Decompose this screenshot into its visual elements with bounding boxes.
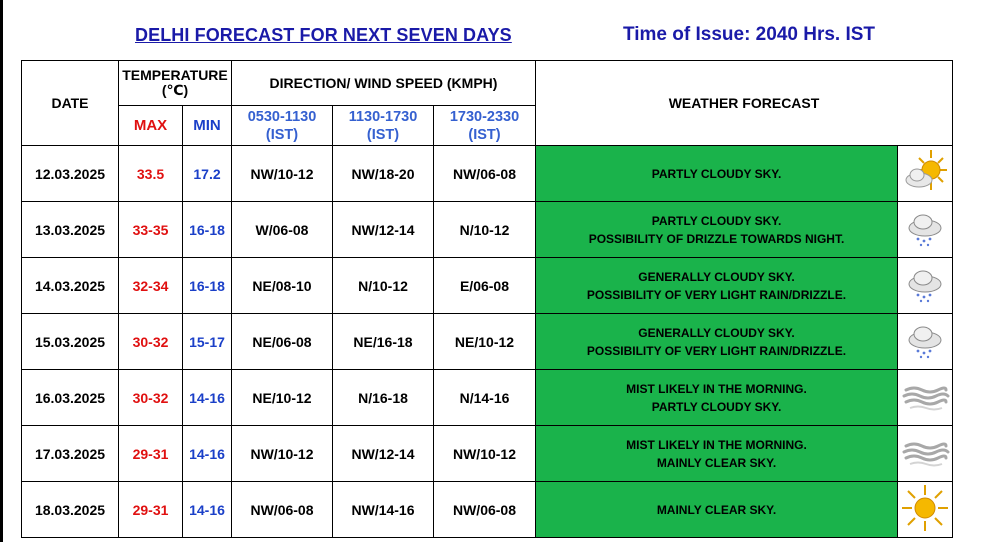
forecast-line-2: POSSIBILITY OF VERY LIGHT RAIN/DRIZZLE. [586,287,847,302]
wind-slot-2-cell: N/16-18 [333,370,434,426]
drizzle-cloud-icon [898,316,952,367]
wind-slot-1-cell: NE/10-12 [232,370,333,426]
weather-icon-cell [898,146,953,202]
weather-icon-cell [898,370,953,426]
forecast-cell [536,202,898,258]
drizzle-cloud-icon [898,204,952,255]
wind-slot-1-cell: NE/08-10 [232,258,333,314]
wind-slot-2-cell: NE/16-18 [333,314,434,370]
table-row [22,146,953,202]
wind-slot-2-cell: NW/18-20 [333,146,434,202]
max-temp-cell: 32-34 [119,258,183,314]
min-temp-cell: 16-18 [183,202,232,258]
forecast-line-1: PARTLY CLOUDY SKY. [651,213,782,228]
table-row [22,258,953,314]
wind-slot-1-cell: W/06-08 [232,202,333,258]
max-temp-cell: 30-32 [119,370,183,426]
temperature-header [119,61,232,106]
wind-slot-2-cell: NW/12-14 [333,426,434,482]
wind-slot-3-cell: NE/10-12 [434,314,536,370]
date-cell: 13.03.2025 [22,202,119,258]
time-slot-1-header: 0530-1130 (IST) [232,106,333,146]
wind-slot-3-cell: E/06-08 [434,258,536,314]
forecast-line-1: GENERALLY CLOUDY SKY. [638,269,795,284]
forecast-cell [536,146,898,202]
weather-icon-cell [898,426,953,482]
wind-slot-2-cell: N/10-12 [333,258,434,314]
forecast-cell [536,426,898,482]
table-row [22,202,953,258]
wind-slot-1-cell: NE/06-08 [232,314,333,370]
drizzle-cloud-icon [898,260,952,311]
wind-header: DIRECTION/ WIND SPEED (KMPH) [232,61,536,106]
wind-slot-2-cell: NW/14-16 [333,482,434,538]
sun-icon [898,483,952,536]
min-temp-cell: 16-18 [183,258,232,314]
table-row [22,482,953,538]
forecast-line-2: POSSIBILITY OF DRIZZLE TOWARDS NIGHT. [588,231,845,246]
temperature-label: TEMPERATURE [122,67,228,83]
wind-slot-1-cell: NW/10-12 [232,146,333,202]
page-title: DELHI FORECAST FOR NEXT SEVEN DAYS [135,25,512,45]
forecast-cell [536,482,898,538]
max-temp-cell: 29-31 [119,482,183,538]
forecast-line-1: MIST LIKELY IN THE MORNING. [626,381,807,396]
wind-slot-3-cell: N/14-16 [434,370,536,426]
forecast-cell [536,370,898,426]
date-cell: 16.03.2025 [22,370,119,426]
weather-icon-cell [898,202,953,258]
date-cell: 17.03.2025 [22,426,119,482]
wind-slot-3-cell: NW/06-08 [434,146,536,202]
left-border [0,0,3,542]
table-row [22,426,953,482]
forecast-table [21,60,953,538]
wind-slot-3-cell: N/10-12 [434,202,536,258]
min-temp-cell: 15-17 [183,314,232,370]
table-row [22,370,953,426]
min-temp-cell: 17.2 [183,146,232,202]
time-slot-3-header: 1730-2330 (IST) [434,106,536,146]
forecast-line-2: POSSIBILITY OF VERY LIGHT RAIN/DRIZZLE. [586,343,847,358]
mist-icon [898,372,952,423]
weather-icon-cell [898,258,953,314]
forecast-line-2: PARTLY CLOUDY SKY. [651,399,782,414]
mist-icon [898,428,952,479]
date-cell: 15.03.2025 [22,314,119,370]
forecast-cell [536,258,898,314]
max-header: MAX [119,106,183,146]
max-temp-cell: 33.5 [119,146,183,202]
forecast-line-1: MAINLY CLEAR SKY. [656,502,777,517]
max-temp-cell: 29-31 [119,426,183,482]
date-cell: 14.03.2025 [22,258,119,314]
wind-slot-3-cell: NW/06-08 [434,482,536,538]
wind-slot-3-cell: NW/10-12 [434,426,536,482]
min-temp-cell: 14-16 [183,426,232,482]
date-cell: 12.03.2025 [22,146,119,202]
issue-time: Time of Issue: 2040 Hrs. IST [623,24,876,45]
weather-icon-cell [898,314,953,370]
min-temp-cell: 14-16 [183,370,232,426]
date-cell: 18.03.2025 [22,482,119,538]
temperature-unit: (℃) [161,82,189,98]
min-temp-cell: 14-16 [183,482,232,538]
forecast-line-2: MAINLY CLEAR SKY. [656,455,777,470]
forecast-line-1: MIST LIKELY IN THE MORNING. [626,437,807,452]
table-row [22,314,953,370]
weather-icon-cell [898,482,953,538]
forecast-line-1: PARTLY CLOUDY SKY. [651,166,782,181]
max-temp-cell: 30-32 [119,314,183,370]
max-temp-cell: 33-35 [119,202,183,258]
time-slot-2-header: 1130-1730 (IST) [333,106,434,146]
weather-forecast-header: WEATHER FORECAST [536,61,953,146]
forecast-line-1: GENERALLY CLOUDY SKY. [638,325,795,340]
min-header: MIN [183,106,232,146]
partly-cloudy-icon [898,148,952,199]
forecast-cell [536,314,898,370]
wind-slot-1-cell: NW/10-12 [232,426,333,482]
wind-slot-1-cell: NW/06-08 [232,482,333,538]
wind-slot-2-cell: NW/12-14 [333,202,434,258]
date-header: DATE [22,61,119,146]
